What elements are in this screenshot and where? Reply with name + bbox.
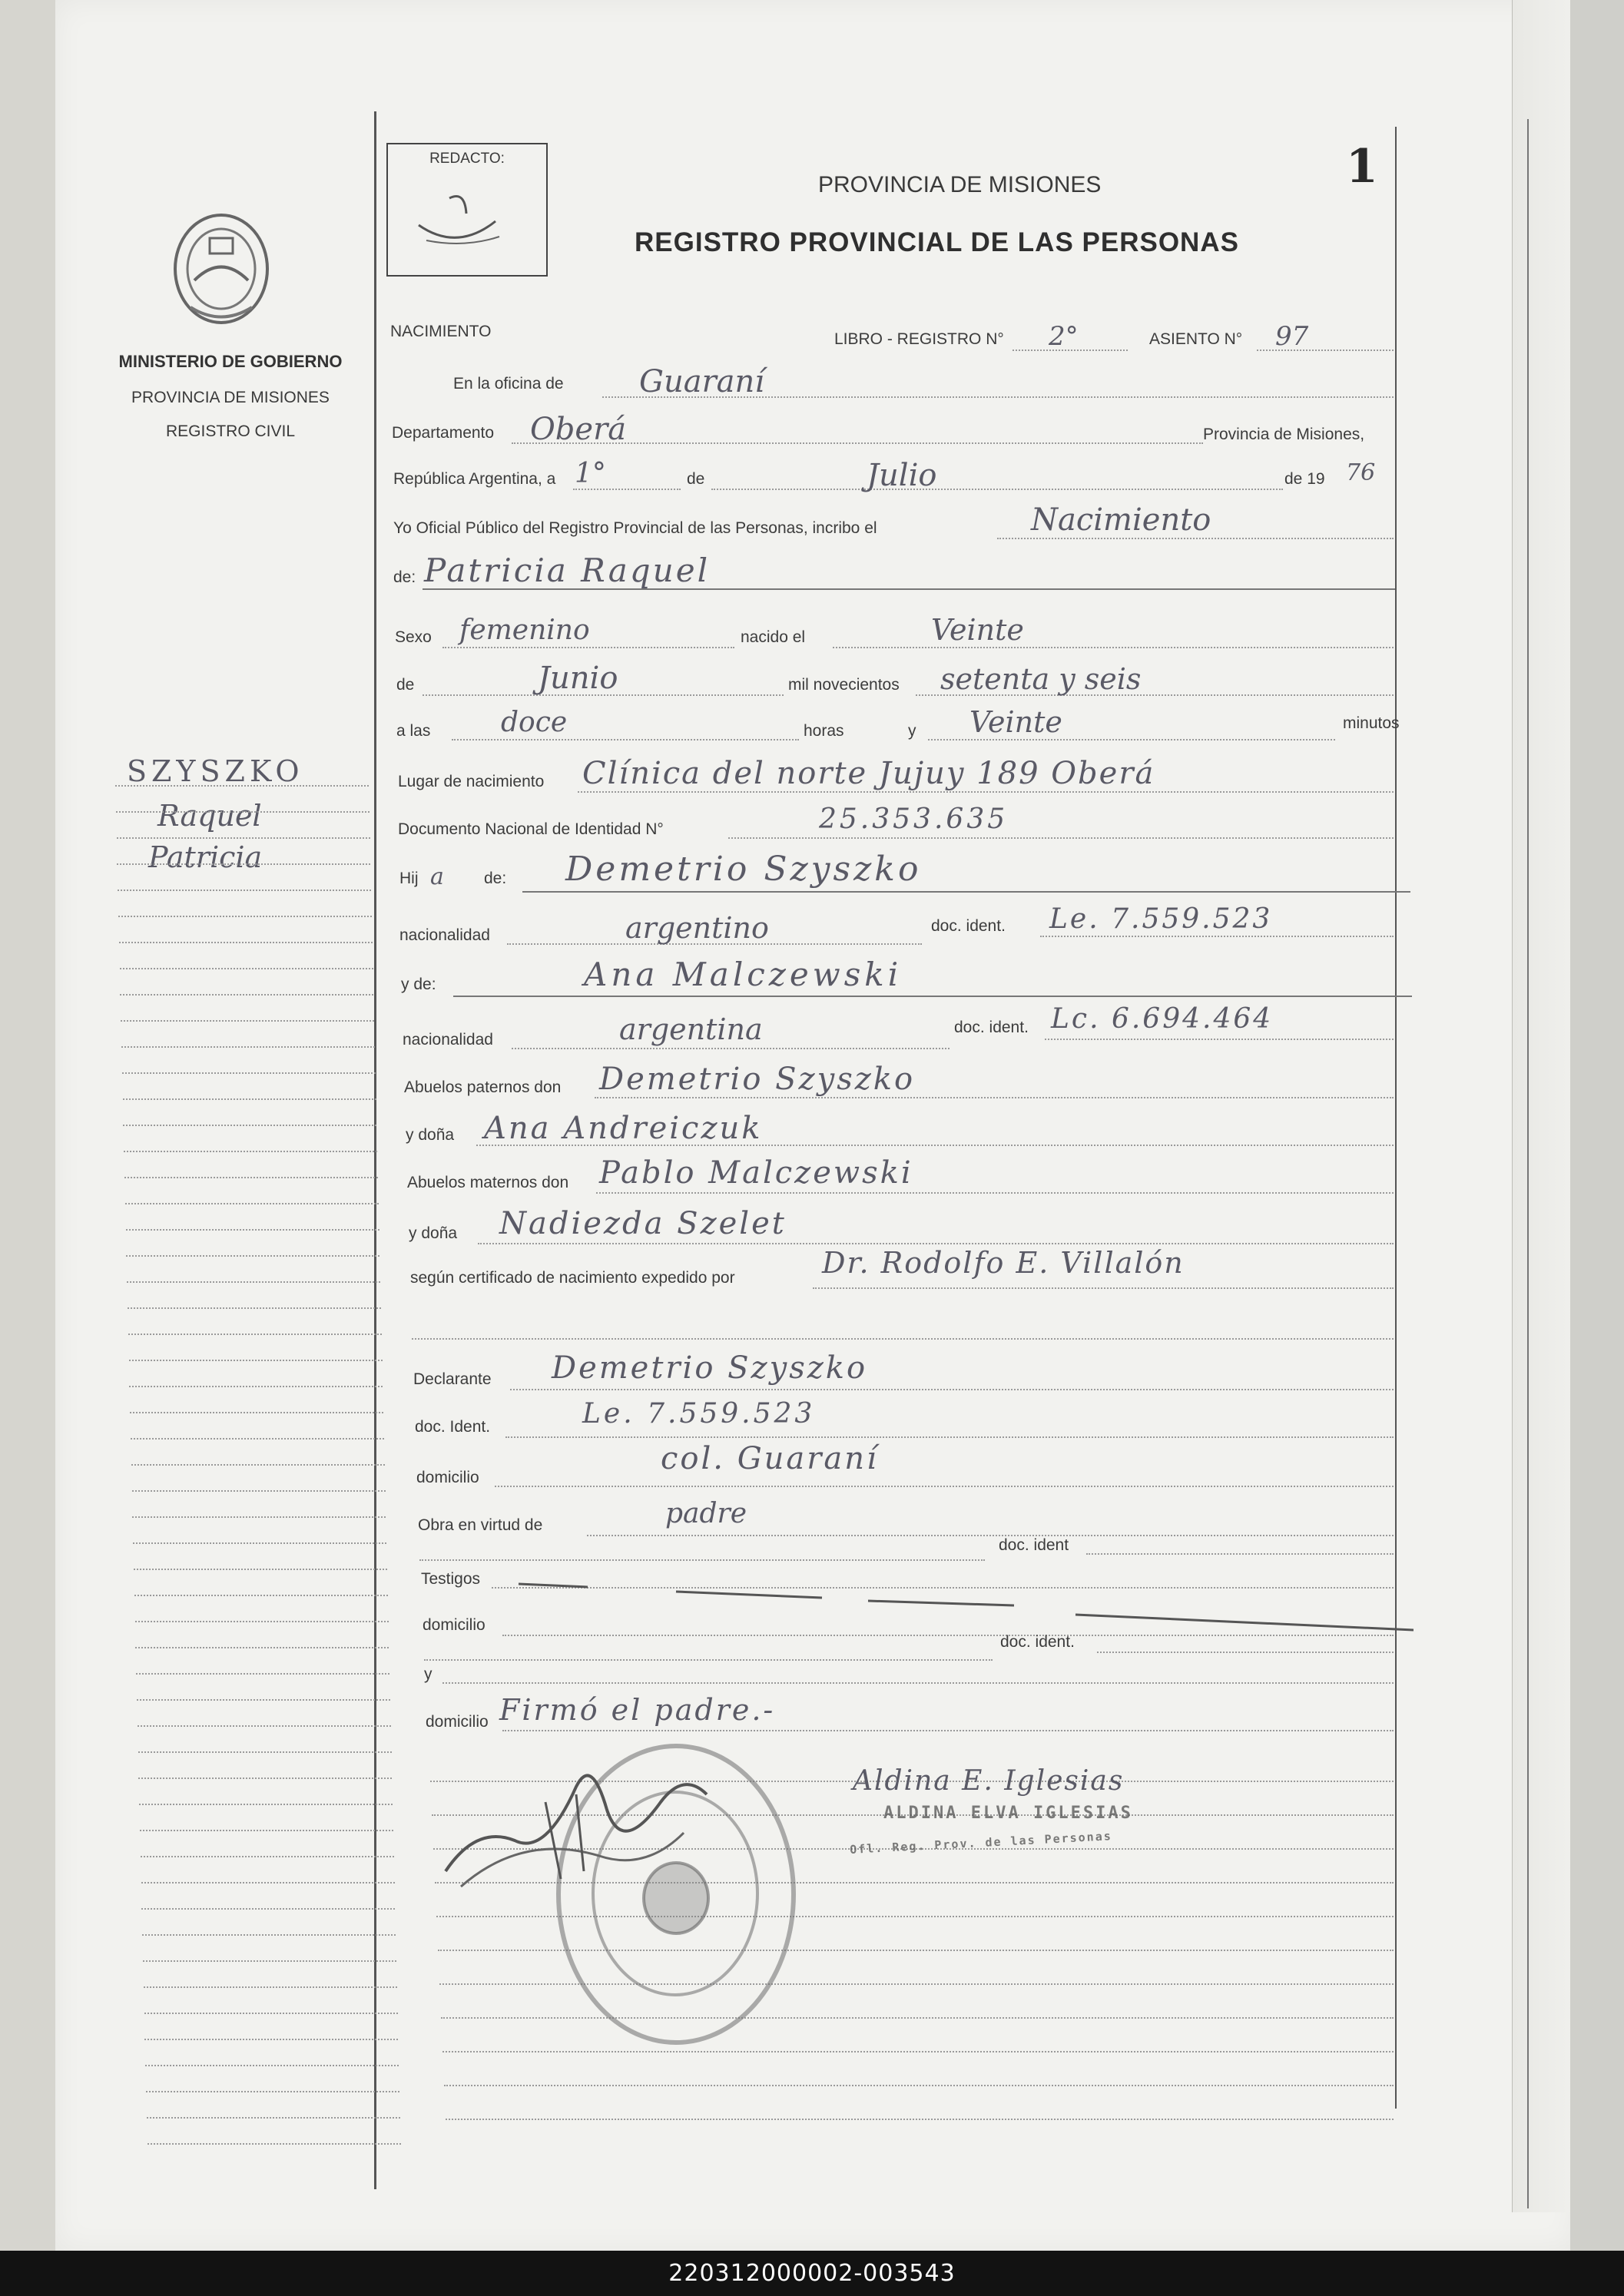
abuelo-materno-value: Pablo Malczewski: [599, 1155, 913, 1191]
abuelo-paterno-value: Demetrio Szyszko: [599, 1062, 916, 1097]
lugar-label: Lugar de nacimiento: [398, 773, 545, 790]
margin-ruled-line: [117, 837, 370, 839]
registro-civil-label: REGISTRO CIVIL: [165, 422, 296, 440]
oficial-label: Yo Oficial Público del Registro Provincial de las Personas, incribo el: [393, 519, 877, 537]
oficial-stamp-title: Ofl. Reg. Prov. de las Personas: [849, 1829, 1113, 1857]
nombre-value: Patricia Raquel: [424, 552, 710, 589]
doc-ident-testigo-label: doc. ident: [999, 1536, 1069, 1554]
margin-ruled-line: [123, 1098, 376, 1100]
margin-ruled-line: [143, 1960, 396, 1962]
oficial-signature: Aldina E. Iglesias: [853, 1765, 1125, 1797]
dia-value: 1°: [575, 458, 606, 489]
de-mes-label: de: [396, 676, 415, 694]
margin-ruled-line: [141, 1856, 394, 1857]
margin-ruled-line: [117, 863, 370, 865]
libro-value: 2°: [1049, 321, 1079, 352]
margin-ruled-line: [123, 1125, 376, 1126]
nacionalidad-padre-label: nacionalidad: [399, 926, 490, 944]
nacido-mes-value: Junio: [538, 661, 618, 696]
margin-ruled-line: [128, 1334, 382, 1335]
nacionalidad-madre-label: nacionalidad: [403, 1031, 493, 1049]
hijo-label: Hij: [399, 870, 419, 887]
certificado-label: según certificado de nacimiento expedido por: [410, 1269, 735, 1287]
margin-ruled-line: [125, 1203, 379, 1204]
margin-ruled-line: [116, 811, 370, 813]
margin-ruled-line: [137, 1699, 390, 1701]
margin-ruled-line: [128, 1307, 381, 1309]
margin-ruled-line: [135, 1621, 389, 1622]
page-edge-rule: [1527, 119, 1529, 2208]
domicilio-testigo-label: domicilio: [423, 1616, 486, 1634]
minutos-value: Veinte: [969, 705, 1062, 739]
nacido-label: nacido el: [741, 628, 806, 646]
lugar-value: Clínica del norte Jujuy 189 Oberá: [582, 756, 1155, 791]
firma-note: Firmó el padre.-: [499, 1693, 776, 1727]
margin-ruled-line: [119, 942, 373, 943]
right-margin-rule: [1395, 127, 1397, 2109]
margin-ruled-line: [138, 1777, 392, 1779]
padre-doc-value: Le. 7.559.523: [1049, 903, 1273, 935]
doc-ident-padre-label: doc. ident.: [931, 917, 1006, 935]
anio-label: de 19: [1284, 470, 1325, 488]
republica-label: República Argentina, a: [393, 470, 556, 488]
margin-note-name1: Raquel: [157, 799, 262, 833]
blank-ruled-line: [444, 2085, 1394, 2086]
blank-ruled-line: [441, 2017, 1394, 2019]
margin-note-surname: SZYSZKO: [127, 754, 304, 788]
testigos-label: Testigos: [421, 1570, 481, 1588]
margin-ruled-line: [131, 1464, 385, 1466]
margin-ruled-line: [118, 890, 371, 891]
margin-ruled-line: [130, 1412, 383, 1413]
provincia-label-left: PROVINCIA DE MISIONES: [131, 389, 330, 406]
scan-footer-code: 220312000002-003543: [0, 2251, 1624, 2296]
margin-ruled-line: [138, 1751, 392, 1753]
dni-label: Documento Nacional de Identidad N°: [398, 820, 664, 838]
header-provincia: PROVINCIA DE MISIONES: [818, 172, 1102, 197]
margin-ruled-line: [126, 1229, 379, 1231]
y-testigo-label: y: [424, 1665, 433, 1683]
margin-ruled-line: [141, 1908, 395, 1910]
padre-nac-value: argentino: [625, 911, 769, 945]
coat-of-arms-icon: [167, 207, 275, 334]
abuela-materna-value: Nadiezda Szelet: [499, 1206, 787, 1241]
sexo-label: Sexo: [395, 628, 432, 646]
declarante-value: Demetrio Szyszko: [552, 1350, 868, 1386]
margin-ruled-line: [129, 1386, 383, 1387]
de-label: de: [687, 470, 705, 488]
background-right-edge: [1570, 0, 1624, 2251]
blank-ruled-line: [446, 2119, 1394, 2120]
domicilio-final-label: domicilio: [426, 1713, 489, 1731]
oficina-value: Guaraní: [639, 364, 765, 399]
margin-ruled-line: [136, 1673, 389, 1675]
departamento-label: Departamento: [392, 424, 495, 442]
madre-value: Ana Malczewski: [584, 956, 903, 993]
margin-ruled-line: [135, 1647, 389, 1648]
libro-label: LIBRO - REGISTRO N°: [834, 330, 1004, 348]
oficina-label: En la oficina de: [453, 375, 564, 393]
margin-ruled-line: [121, 1046, 375, 1048]
doc-ident-testigo2-label: doc. ident.: [1000, 1633, 1075, 1651]
doc-ident-declarante-label: doc. Ident.: [415, 1418, 491, 1436]
y-label: y: [908, 722, 916, 740]
margin-ruled-line: [144, 1986, 397, 1988]
obra-label: Obra en virtud de: [418, 1516, 543, 1534]
page-number: 1: [1346, 140, 1378, 194]
domicilio-label: domicilio: [416, 1469, 479, 1486]
obra-value: padre: [665, 1498, 747, 1529]
y-de-label: y de:: [401, 976, 436, 993]
domicilio-value: col. Guaraní: [661, 1441, 879, 1476]
margin-ruled-line: [147, 2143, 401, 2145]
testigos-strikethrough: [515, 1567, 1414, 1640]
margin-ruled-line: [121, 1020, 374, 1022]
margin-ruled-line: [124, 1177, 378, 1178]
margin-ruled-line: [138, 1725, 391, 1727]
margin-ruled-line: [132, 1490, 386, 1492]
redacto-box: [386, 143, 548, 277]
madre-doc-value: Lc. 6.694.464: [1051, 1003, 1274, 1035]
redacto-label: REDACTO:: [429, 151, 505, 167]
padre-value: Demetrio Szyszko: [565, 850, 922, 889]
nacido-dia-value: Veinte: [931, 613, 1024, 647]
margin-ruled-line: [126, 1255, 379, 1257]
header-registro-title: REGISTRO PROVINCIAL DE LAS PERSONAS: [635, 227, 1239, 257]
margin-ruled-line: [142, 1934, 396, 1936]
abuela-paterna-value: Ana Andreiczuk: [484, 1111, 763, 1146]
doc-ident-madre-label: doc. ident.: [954, 1019, 1029, 1036]
blank-ruled-line: [442, 2051, 1394, 2052]
de-nombre-label: de:: [393, 568, 416, 586]
background-left-edge: [0, 0, 60, 2251]
margin-ruled-line: [146, 2091, 399, 2092]
redacto-initial-icon: [388, 144, 546, 275]
de-padre-label: de:: [484, 870, 507, 887]
margin-ruled-line: [144, 2039, 398, 2040]
margin-ruled-line: [127, 1281, 380, 1283]
a-las-label: a las: [396, 722, 431, 740]
asiento-value: 97: [1275, 321, 1309, 352]
certificado-value: Dr. Rodolfo E. Villalón: [822, 1246, 1185, 1280]
horas-value: doce: [501, 707, 568, 738]
margin-ruled-line: [129, 1360, 383, 1361]
mil-novecientos-label: mil novecientos: [788, 676, 900, 694]
margin-ruled-line: [147, 2117, 400, 2119]
anio-letras-value: setenta y seis: [940, 662, 1142, 696]
abuelos-paternos-label: Abuelos paternos don: [404, 1078, 562, 1096]
declarante-doc-value: Le. 7.559.523: [582, 1398, 816, 1430]
acta-tipo: NACIMIENTO: [390, 323, 492, 340]
anio-value: 76: [1346, 459, 1376, 486]
dona-paterna-label: y doña: [406, 1126, 455, 1144]
margin-ruled-line: [134, 1569, 387, 1570]
margin-ruled-line: [115, 785, 369, 787]
margin-ruled-line: [144, 2013, 398, 2014]
margin-ruled-line: [133, 1542, 386, 1544]
minutos-label: minutos: [1343, 714, 1400, 732]
horas-label: horas: [804, 722, 844, 740]
abuelos-maternos-label: Abuelos maternos don: [407, 1174, 569, 1191]
margin-ruled-line: [120, 968, 373, 969]
margin-ruled-line: [145, 2065, 399, 2066]
margin-ruled-line: [132, 1516, 386, 1518]
declarante-signature: [430, 1741, 722, 1913]
margin-ruled-line: [131, 1438, 384, 1440]
oficial-stamp-name: ALDINA ELVA IGLESIAS: [883, 1804, 1133, 1823]
inscribe-value: Nacimiento: [1031, 502, 1211, 538]
sexo-value: femenino: [459, 615, 590, 646]
provincia-de-misiones-label: Provincia de Misiones,: [1203, 426, 1365, 443]
margin-ruled-line: [134, 1595, 388, 1596]
margin-note-name2: Patricia: [148, 840, 263, 874]
margin-ruled-line: [141, 1882, 395, 1884]
asiento-label: ASIENTO N°: [1149, 330, 1243, 348]
declarante-label: Declarante: [413, 1370, 492, 1388]
madre-nac-value: argentina: [619, 1012, 763, 1046]
margin-ruled-line: [120, 994, 373, 996]
margin-ruled-line: [124, 1151, 377, 1152]
departamento-value: Oberá: [530, 412, 627, 447]
margin-ruled-line: [140, 1830, 393, 1831]
margin-ruled-line: [139, 1804, 393, 1805]
hijo-suffix: a: [430, 863, 444, 890]
dni-value: 25.353.635: [819, 803, 1009, 835]
ministerio-label: MINISTERIO DE GOBIERNO: [118, 352, 343, 371]
margin-ruled-line: [122, 1072, 376, 1074]
mes-value: Julio: [867, 458, 937, 493]
dona-materna-label: y doña: [409, 1224, 458, 1242]
margin-ruled-line: [118, 916, 372, 917]
